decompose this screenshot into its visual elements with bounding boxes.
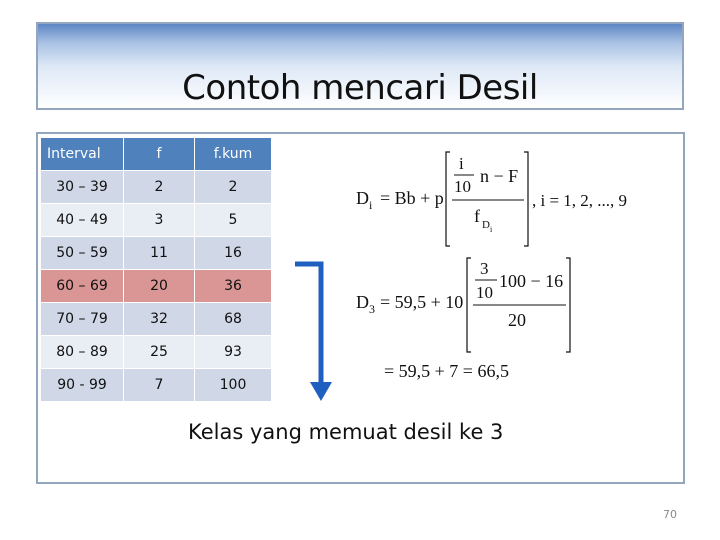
cell-cumulative: 68 — [195, 303, 272, 336]
cell-cumulative: 2 — [195, 171, 272, 204]
example-right-bracket — [566, 258, 570, 352]
table-row — [41, 303, 272, 336]
cell-cumulative: 93 — [195, 336, 272, 369]
general-lhs: D — [356, 188, 369, 208]
slide-title: Contoh mencari Desil — [182, 68, 538, 108]
general-inner-numerator: i — [459, 154, 464, 173]
title-banner — [36, 22, 684, 110]
example-lhs: D — [356, 292, 369, 312]
cell-frequency: 20 — [124, 270, 195, 303]
arrow-down-icon — [290, 258, 338, 408]
general-formula — [356, 152, 627, 246]
example-left-bracket — [467, 258, 471, 352]
result-line: = 59,5 + 7 = 66,5 — [384, 361, 509, 381]
decile-formula — [340, 142, 680, 392]
cell-cumulative: 100 — [195, 369, 272, 402]
example-formula — [356, 258, 570, 352]
cell-cumulative: 16 — [195, 237, 272, 270]
caption-text: Kelas yang memuat desil ke 3 — [188, 420, 504, 444]
cell-frequency: 32 — [124, 303, 195, 336]
general-lhs-sub: i — [369, 198, 373, 212]
table-row — [41, 237, 272, 270]
header-interval: Interval — [41, 138, 124, 171]
cell-frequency: 7 — [124, 369, 195, 402]
example-lhs-sub: 3 — [369, 302, 375, 316]
cell-interval: 40 – 49 — [41, 204, 124, 237]
cell-frequency: 25 — [124, 336, 195, 369]
table-row — [41, 204, 272, 237]
example-rhs: = 59,5 + 10 — [380, 292, 464, 312]
frequency-table — [40, 137, 272, 402]
cell-interval: 50 – 59 — [41, 237, 124, 270]
example-inner-denominator: 10 — [476, 283, 493, 302]
general-inner-denominator: 10 — [454, 177, 471, 196]
table-row-highlighted — [41, 270, 272, 303]
example-inner-numerator: 3 — [480, 259, 489, 278]
cell-frequency: 3 — [124, 204, 195, 237]
example-minus-term: 100 − 16 — [499, 271, 564, 291]
table-row — [41, 369, 272, 402]
left-bracket — [446, 152, 450, 246]
cell-cumulative: 36 — [195, 270, 272, 303]
table-header-row — [41, 138, 272, 171]
right-bracket — [524, 152, 528, 246]
table-row — [41, 336, 272, 369]
cell-interval: 80 – 89 — [41, 336, 124, 369]
general-outer-denominator: f — [474, 206, 480, 226]
general-rhs: = Bb + p — [380, 188, 444, 208]
header-cumulative: f.kum — [195, 138, 272, 171]
cell-frequency: 11 — [124, 237, 195, 270]
page-number: 70 — [663, 508, 677, 521]
general-outer-den-subsub: i — [490, 225, 493, 234]
cell-interval: 70 – 79 — [41, 303, 124, 336]
cell-cumulative: 5 — [195, 204, 272, 237]
cell-interval: 90 - 99 — [41, 369, 124, 402]
cell-interval: 60 – 69 — [41, 270, 124, 303]
cell-interval: 30 – 39 — [41, 171, 124, 204]
general-range: , i = 1, 2, ..., 9 — [532, 191, 628, 210]
general-minus-term: n − F — [480, 166, 519, 186]
example-outer-denominator: 20 — [508, 310, 526, 330]
cell-frequency: 2 — [124, 171, 195, 204]
table-row — [41, 171, 272, 204]
general-outer-den-sub: D — [482, 219, 490, 231]
header-frequency: f — [124, 138, 195, 171]
